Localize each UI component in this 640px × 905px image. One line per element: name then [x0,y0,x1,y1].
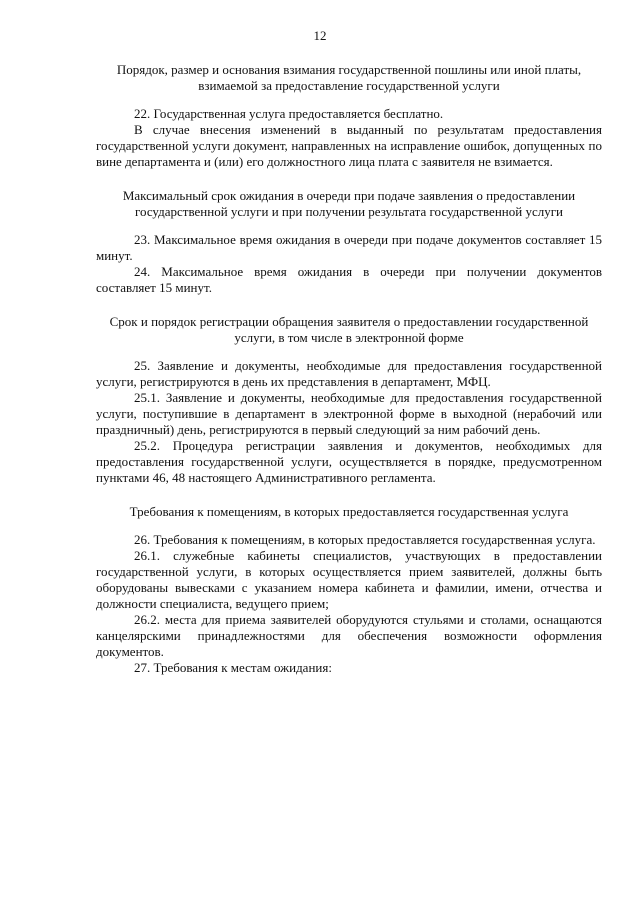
paragraph: 25.1. Заявление и документы, необходимые для предоставления государственной услуги, поступившие в департамент в электронной форме в выходной (нерабочий или праздничный) день, регистрируются в первый следующий за ним рабочий день. [96,390,602,437]
paragraph: 25. Заявление и документы, необходимые для предоставления государственной услуги, регистрируются в день их представления в департамент, МФЦ. [96,358,602,389]
paragraph: 22. Государственная услуга предоставляется бесплатно. [134,106,444,121]
paragraph: 25.2. Процедура регистрации заявления и документов, необходимых для предоставления государственной услуги, осуществляется в порядке, предусмотренном пунктами 46, 48 настоящего Административного регламента. [96,438,602,485]
paragraph: 24. Максимальное время ожидания в очереди при получении документов составляет 15 минут. [96,264,602,295]
paragraph: 23. Максимальное время ожидания в очереди при подаче документов составляет 15 минут. [96,232,602,263]
document-body [96,62,602,676]
paragraph: В случае внесения изменений в выданный по результатам предоставления государственной услуги документ, направленных на исправление ошибок, допущенных по вине департамента и (или) его должностного лица плата с заявителя не взимается. [96,122,602,169]
paragraph: 27. Требования к местам ожидания: [134,660,332,675]
section-heading: Порядок, размер и основания взимания государственной пошлины или иной платы, взимаемой за предоставление государственной услуги [116,62,582,93]
page-number: 12 [313,28,327,43]
paragraph: 26.2. места для приема заявителей оборудуются стульями и столами, оснащаются канцелярскими принадлежностями для обеспечения возможности оформления документов. [96,612,602,659]
section-heading: Требования к помещениям, в которых предоставляется государственная услуга [129,504,569,519]
paragraph: 26. Требования к помещениям, в которых предоставляется государственная услуга. [134,532,596,547]
paragraph: 26.1. служебные кабинеты специалистов, участвующих в предоставлении государственной услуги, в которых осуществляется прием заявителей, должны быть оборудованы вывесками с указанием номера кабинета и фамилии, имени, отчества и должности специалиста, ведущего прием; [96,548,602,611]
section-heading: Срок и порядок регистрации обращения заявителя о предоставлении государственной услуги, в том числе в электронной форме [109,314,589,345]
section-heading: Максимальный срок ожидания в очереди при подаче заявления о предоставлении государственной услуги и при получении результата государственной услуги [122,188,576,219]
